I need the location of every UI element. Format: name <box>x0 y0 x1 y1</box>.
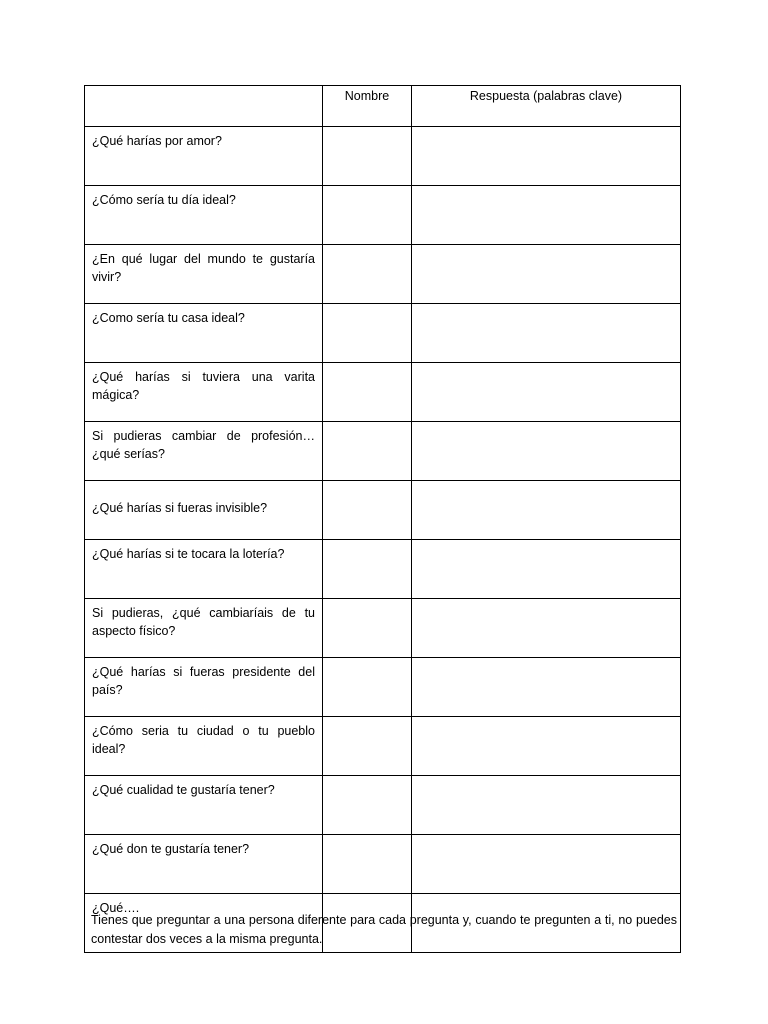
table-row <box>85 717 681 776</box>
table-row <box>85 186 681 245</box>
respuesta-cell[interactable] <box>412 245 681 304</box>
respuesta-cell[interactable] <box>412 304 681 363</box>
table-row <box>85 658 681 717</box>
header-respuesta: Respuesta (palabras clave) <box>412 86 681 127</box>
question-cell: Si pudieras cambiar de profesión… ¿qué serías? <box>85 422 323 481</box>
respuesta-cell[interactable] <box>412 776 681 835</box>
respuesta-cell[interactable] <box>412 481 681 540</box>
header-row <box>85 86 681 127</box>
nombre-cell[interactable] <box>323 186 412 245</box>
table-row <box>85 363 681 422</box>
respuesta-cell[interactable] <box>412 540 681 599</box>
question-cell: ¿Qué harías si fueras presidente del país? <box>85 658 323 717</box>
table-row <box>85 835 681 894</box>
respuesta-cell[interactable] <box>412 422 681 481</box>
nombre-cell[interactable] <box>323 422 412 481</box>
question-cell: ¿Qué…. <box>85 894 323 953</box>
nombre-cell[interactable] <box>323 304 412 363</box>
question-cell: ¿Qué harías si tuviera una varita mágica? <box>85 363 323 422</box>
nombre-cell[interactable] <box>323 717 412 776</box>
table-row <box>85 245 681 304</box>
respuesta-cell[interactable] <box>412 599 681 658</box>
question-cell: ¿Como sería tu casa ideal? <box>85 304 323 363</box>
nombre-cell[interactable] <box>323 540 412 599</box>
table-row <box>85 422 681 481</box>
question-text: ¿Qué harías si fueras invisible? <box>92 501 268 515</box>
nombre-cell[interactable] <box>323 599 412 658</box>
question-cell: ¿Qué don te gustaría tener? <box>85 835 323 894</box>
table-row <box>85 776 681 835</box>
nombre-cell[interactable] <box>323 776 412 835</box>
nombre-cell[interactable] <box>323 835 412 894</box>
instructions-note: Tienes que preguntar a una persona diferente para cada pregunta y, cuando te pregunten a ti, no puedes contestar dos veces a la misma pregunta. <box>91 912 677 946</box>
questionnaire-table <box>84 85 681 953</box>
table-row <box>85 127 681 186</box>
question-cell: ¿Cómo seria tu ciudad o tu pueblo ideal? <box>85 717 323 776</box>
question-cell: ¿Qué harías por amor? <box>85 127 323 186</box>
question-cell: ¿Cómo sería tu día ideal? <box>85 186 323 245</box>
nombre-cell[interactable] <box>323 245 412 304</box>
nombre-cell[interactable] <box>323 363 412 422</box>
question-cell <box>85 481 323 540</box>
table-row <box>85 540 681 599</box>
nombre-cell[interactable] <box>323 481 412 540</box>
respuesta-cell[interactable] <box>412 186 681 245</box>
table-row <box>85 481 681 540</box>
respuesta-cell[interactable] <box>412 658 681 717</box>
header-nombre: Nombre <box>323 86 412 127</box>
header-question-cell <box>85 86 323 127</box>
question-cell: ¿Qué harías si te tocara la lotería? <box>85 540 323 599</box>
nombre-cell[interactable] <box>323 127 412 186</box>
respuesta-cell[interactable] <box>412 717 681 776</box>
nombre-cell[interactable] <box>323 658 412 717</box>
question-cell: ¿En qué lugar del mundo te gustaría vivir? <box>85 245 323 304</box>
question-cell: ¿Qué cualidad te gustaría tener? <box>85 776 323 835</box>
table-row <box>85 599 681 658</box>
respuesta-cell[interactable] <box>412 835 681 894</box>
table-row <box>85 304 681 363</box>
respuesta-cell[interactable] <box>412 127 681 186</box>
respuesta-cell[interactable] <box>412 363 681 422</box>
question-cell: Si pudieras, ¿qué cambiaríais de tu aspecto físico? <box>85 599 323 658</box>
